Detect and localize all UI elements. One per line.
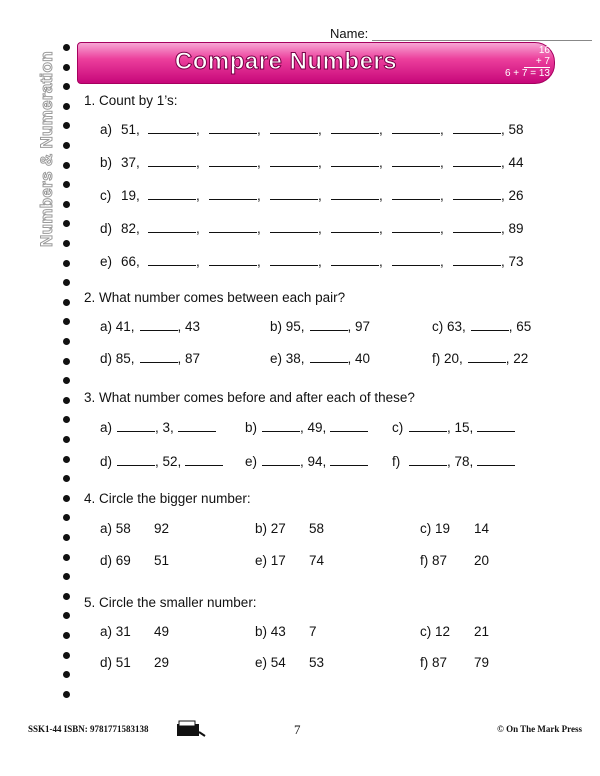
answer-blank[interactable]	[148, 221, 196, 233]
answer-blank[interactable]	[392, 155, 440, 167]
item-label: a) 41,	[100, 319, 135, 334]
binder-dot	[63, 260, 70, 267]
row-label: a)	[100, 122, 113, 137]
binder-dot	[63, 358, 70, 365]
title-banner	[77, 42, 555, 84]
binder-dot	[63, 318, 70, 325]
answer-blank[interactable]	[148, 122, 196, 134]
end-number: , 43	[177, 319, 201, 334]
second-number[interactable]: 53	[309, 655, 325, 670]
binder-dot	[63, 181, 70, 188]
answer-blank[interactable]	[262, 454, 300, 466]
binder-dot	[63, 122, 70, 129]
answer-blank[interactable]	[148, 188, 196, 200]
math-box-icon: 16 + 7 6 + 7 = 13	[504, 45, 550, 79]
question-2-heading: 2. What number comes between each pair?	[84, 290, 346, 305]
answer-blank[interactable]	[209, 188, 257, 200]
question-3-heading: 3. What number comes before and after each of these?	[84, 390, 415, 405]
binder-dot	[63, 534, 70, 541]
answer-blank[interactable]	[331, 155, 379, 167]
binder-dot	[63, 691, 70, 698]
binder-dot	[63, 456, 70, 463]
first-number[interactable]: d) 69	[100, 553, 131, 568]
second-number[interactable]: 79	[474, 655, 490, 670]
number-pair	[255, 624, 317, 639]
count-row: d) 82, , , , , , , 89	[100, 221, 524, 236]
number-pair	[255, 521, 324, 536]
number-pair	[420, 553, 489, 568]
start-number: 82,	[121, 221, 140, 236]
between-item	[432, 351, 528, 366]
answer-blank[interactable]	[453, 254, 501, 266]
name-label: Name:	[330, 26, 369, 41]
first-number[interactable]: f) 87	[420, 553, 448, 568]
item-label: a)	[100, 420, 113, 435]
item-label: c) 63,	[432, 319, 466, 334]
answer-blank[interactable]	[468, 351, 506, 363]
binder-dot	[63, 299, 70, 306]
binder-dot	[63, 554, 70, 561]
answer-blank[interactable]	[270, 188, 318, 200]
answer-blank[interactable]	[148, 155, 196, 167]
start-number: 19,	[121, 188, 140, 203]
binder-dot	[63, 44, 70, 51]
answer-blank[interactable]	[453, 122, 501, 134]
number-pair	[255, 553, 324, 568]
item-label: b) 95,	[270, 319, 305, 334]
answer-blank[interactable]	[270, 254, 318, 266]
row-label: b)	[100, 155, 113, 170]
second-number[interactable]: 29	[154, 655, 170, 670]
side-label: Numbers & Numeration	[37, 51, 56, 247]
end-number: , 58	[501, 122, 524, 137]
end-number: , 44	[501, 155, 524, 170]
first-number[interactable]: b) 27	[255, 521, 286, 536]
footer-publisher: © On The Mark Press	[497, 724, 582, 734]
answer-blank[interactable]	[409, 454, 447, 466]
binder-dot	[63, 436, 70, 443]
binder-dot	[63, 279, 70, 286]
binder-dot	[63, 220, 70, 227]
second-number[interactable]: 51	[154, 553, 170, 568]
row-label: c)	[100, 188, 112, 203]
item-label: d) 85,	[100, 351, 135, 366]
end-number: , 65	[508, 319, 532, 334]
binder-dot	[63, 612, 70, 619]
binder-dot	[63, 652, 70, 659]
first-number[interactable]: f) 87	[420, 655, 448, 670]
answer-blank[interactable]	[209, 155, 257, 167]
binder-dot	[63, 514, 70, 521]
before-after-item	[392, 420, 515, 435]
binder-dot	[63, 475, 70, 482]
middle-number: , 94,	[300, 454, 327, 469]
item-label: d)	[100, 454, 113, 469]
count-row: e) 66, , , , , , , 73	[100, 254, 524, 269]
binder-dot	[63, 632, 70, 639]
answer-blank[interactable]	[409, 420, 447, 432]
before-after-item	[100, 454, 223, 469]
answer-blank[interactable]	[392, 254, 440, 266]
binder-dot	[63, 201, 70, 208]
second-number[interactable]: 21	[474, 624, 490, 639]
count-row: c) 19, , , , , , , 26	[100, 188, 524, 203]
answer-blank[interactable]	[477, 454, 515, 466]
answer-blank[interactable]	[392, 221, 440, 233]
answer-blank[interactable]	[270, 155, 318, 167]
second-number[interactable]: 49	[154, 624, 170, 639]
second-number[interactable]: 58	[309, 521, 325, 536]
answer-blank[interactable]	[209, 221, 257, 233]
end-number: , 73	[501, 254, 524, 269]
first-number[interactable]: b) 43	[255, 624, 286, 639]
answer-blank[interactable]	[209, 254, 257, 266]
page-number: 7	[294, 722, 301, 737]
end-number: , 87	[177, 351, 201, 366]
binder-dot	[63, 103, 70, 110]
question-5-heading: 5. Circle the smaller number:	[84, 595, 257, 610]
count-row: b) 37, , , , , , , 44	[100, 155, 524, 170]
name-line[interactable]	[372, 29, 592, 41]
answer-blank[interactable]	[117, 454, 155, 466]
row-label: e)	[100, 254, 113, 269]
binder-dot	[63, 377, 70, 384]
number-pair	[420, 624, 489, 639]
binder-dot	[63, 416, 70, 423]
middle-number: , 3,	[155, 420, 174, 435]
answer-blank[interactable]	[331, 221, 379, 233]
before-after-item	[245, 420, 368, 435]
second-number[interactable]: 20	[474, 553, 490, 568]
binder-dot	[63, 495, 70, 502]
answer-blank[interactable]	[140, 351, 178, 363]
answer-blank[interactable]	[148, 254, 196, 266]
number-pair	[100, 521, 169, 536]
answer-blank[interactable]	[262, 420, 300, 432]
end-number: , 26	[501, 188, 524, 203]
item-label: b)	[245, 420, 258, 435]
item-label: f) 20,	[432, 351, 463, 366]
answer-blank[interactable]	[330, 420, 368, 432]
answer-blank[interactable]	[331, 188, 379, 200]
row-label: d)	[100, 221, 113, 236]
first-number[interactable]: c) 19	[420, 521, 451, 536]
second-number[interactable]: 92	[154, 521, 170, 536]
answer-blank[interactable]	[178, 420, 216, 432]
question-1-heading: 1. Count by 1’s:	[84, 93, 178, 108]
end-number: , 97	[347, 319, 371, 334]
number-pair	[100, 655, 169, 670]
second-number[interactable]: 74	[309, 553, 325, 568]
first-number[interactable]: e) 54	[255, 655, 286, 670]
binder-dot	[63, 671, 70, 678]
between-item	[270, 319, 370, 334]
second-number[interactable]: 7	[309, 624, 317, 639]
answer-blank[interactable]	[477, 420, 515, 432]
item-label: e)	[245, 454, 258, 469]
start-number: 37,	[121, 155, 140, 170]
count-row: a) 51, , , , , , , 58	[100, 122, 524, 137]
first-number[interactable]: e) 17	[255, 553, 286, 568]
item-label: c)	[392, 420, 404, 435]
binder-dot	[63, 142, 70, 149]
middle-number: , 49,	[300, 420, 327, 435]
binder-dot	[63, 573, 70, 580]
answer-blank[interactable]	[392, 188, 440, 200]
answer-blank[interactable]	[140, 319, 178, 331]
answer-blank[interactable]	[310, 319, 348, 331]
number-pair	[420, 655, 489, 670]
copier-icon	[175, 718, 207, 740]
answer-blank[interactable]	[331, 122, 379, 134]
binder-dot	[63, 83, 70, 90]
answer-blank[interactable]	[209, 122, 257, 134]
between-item	[270, 351, 370, 366]
end-number: , 40	[347, 351, 371, 366]
number-pair	[420, 521, 489, 536]
between-item	[432, 319, 531, 334]
middle-number: , 52,	[155, 454, 182, 469]
middle-number: , 78,	[447, 454, 474, 469]
name-field-row	[330, 26, 592, 41]
end-number: , 22	[505, 351, 529, 366]
answer-blank[interactable]	[453, 155, 501, 167]
footer-code: SSK1-44 ISBN: 9781771583138	[28, 724, 149, 734]
first-number[interactable]: a) 58	[100, 521, 131, 536]
before-after-item	[100, 420, 216, 435]
number-pair	[100, 553, 169, 568]
item-label: f)	[392, 454, 401, 469]
before-after-item	[245, 454, 368, 469]
binder-dot	[63, 64, 70, 71]
answer-blank[interactable]	[392, 122, 440, 134]
question-4-heading: 4. Circle the bigger number:	[84, 491, 251, 506]
middle-number: , 15,	[447, 420, 474, 435]
number-pair	[255, 655, 324, 670]
first-number[interactable]: a) 31	[100, 624, 131, 639]
binder-dot	[63, 240, 70, 247]
first-number[interactable]: c) 12	[420, 624, 451, 639]
start-number: 66,	[121, 254, 140, 269]
answer-blank[interactable]	[330, 454, 368, 466]
binder-dot	[63, 338, 70, 345]
binder-dot	[63, 593, 70, 600]
answer-blank[interactable]	[185, 454, 223, 466]
between-item	[100, 319, 200, 334]
number-pair	[100, 624, 169, 639]
answer-blank[interactable]	[471, 319, 509, 331]
binder-dot	[63, 397, 70, 404]
before-after-item	[392, 454, 515, 469]
answer-blank[interactable]	[453, 188, 501, 200]
answer-blank[interactable]	[331, 254, 379, 266]
item-label: e) 38,	[270, 351, 305, 366]
answer-blank[interactable]	[310, 351, 348, 363]
second-number[interactable]: 14	[474, 521, 490, 536]
answer-blank[interactable]	[270, 221, 318, 233]
start-number: 51,	[121, 122, 140, 137]
binder-dot	[63, 162, 70, 169]
answer-blank[interactable]	[270, 122, 318, 134]
answer-blank[interactable]	[453, 221, 501, 233]
answer-blank[interactable]	[117, 420, 155, 432]
page-title: Compare Numbers	[174, 48, 398, 75]
end-number: , 89	[501, 221, 524, 236]
between-item	[100, 351, 200, 366]
first-number[interactable]: d) 51	[100, 655, 131, 670]
